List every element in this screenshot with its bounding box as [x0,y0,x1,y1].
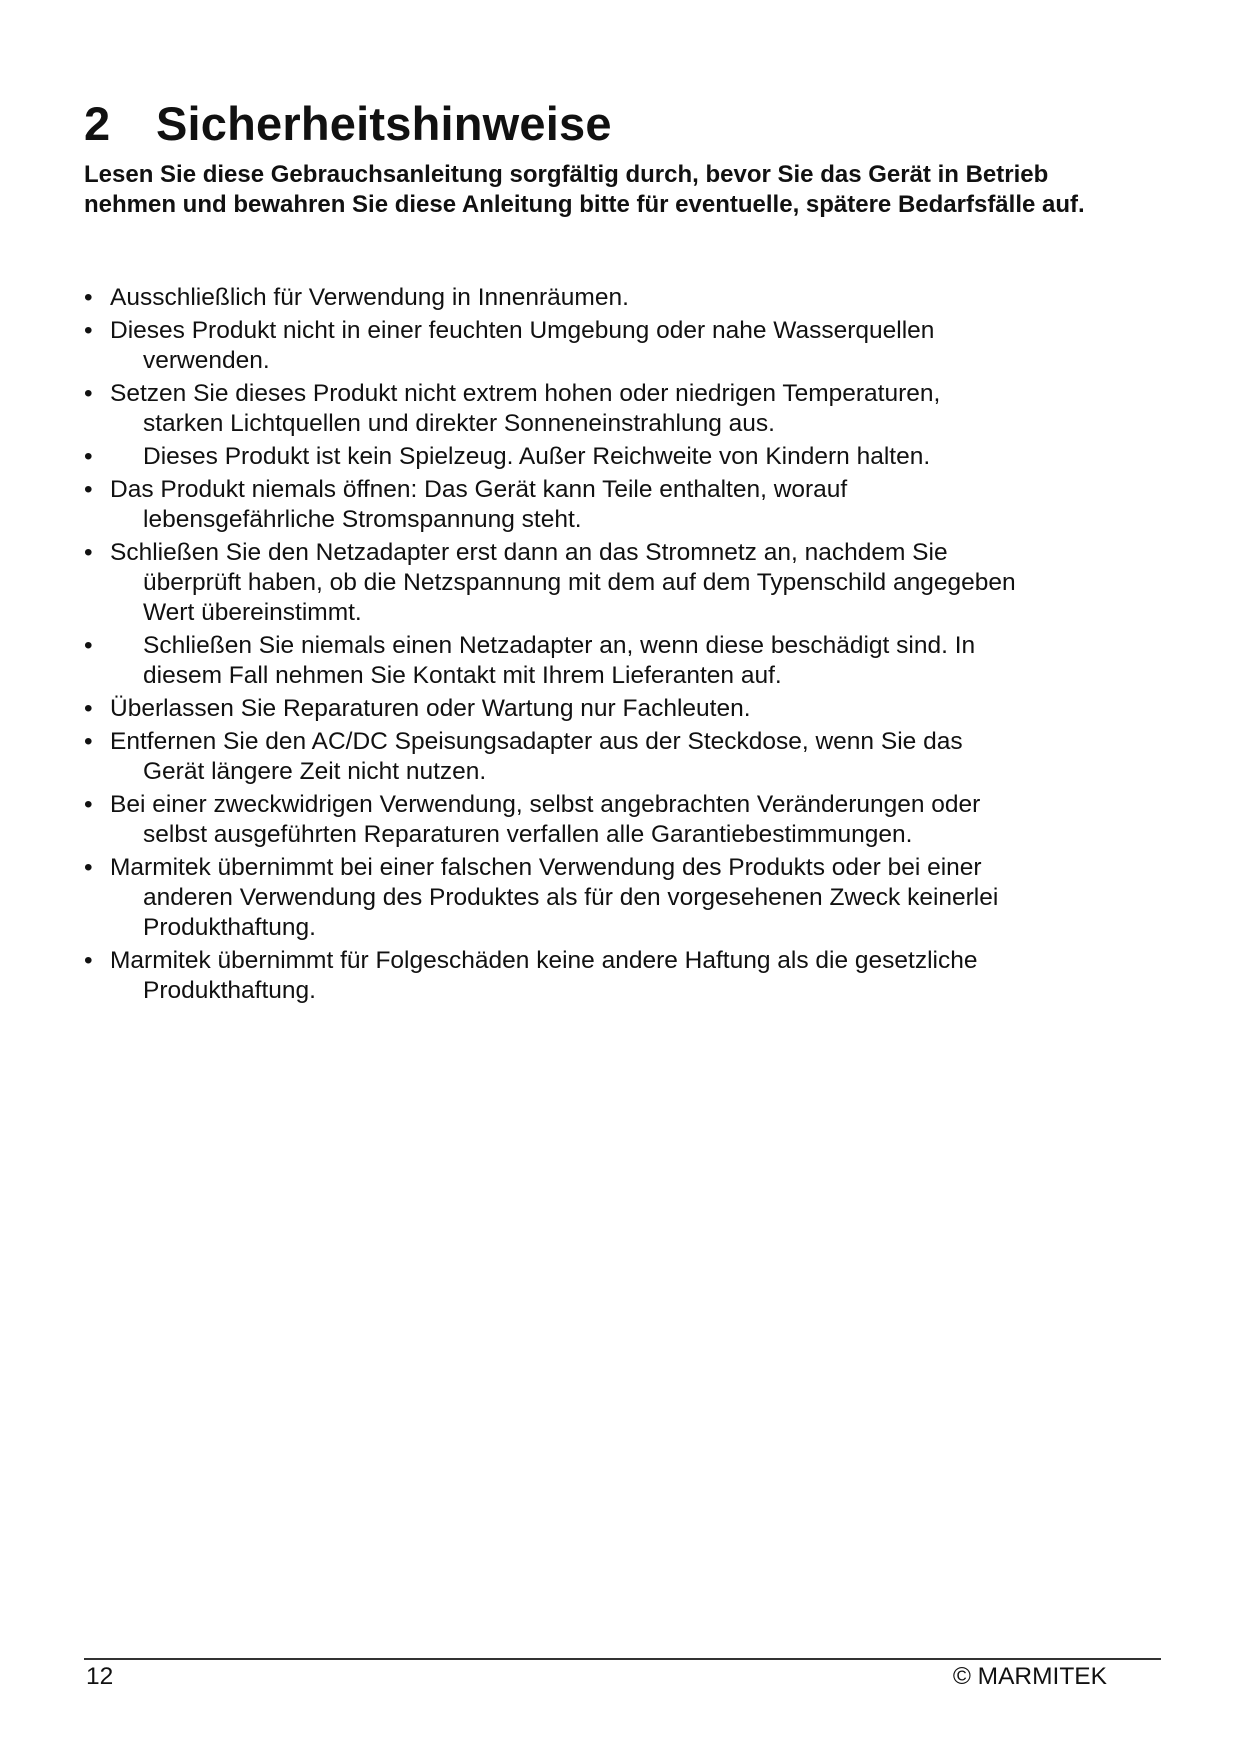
list-item [84,694,1134,724]
bullet-icon: • [84,632,93,659]
list-item-line: lebensgefährliche Stromspannung steht. [143,506,582,533]
list-item-line: Entfernen Sie den AC/DC Speisungsadapter aus der Steckdose, wenn Sie das [110,728,963,755]
list-item-line: Wert übereinstimmt. [143,599,362,626]
list-item [84,283,1134,313]
list-item-line: diesem Fall nehmen Sie Kontakt mit Ihrem Lieferanten auf. [143,662,782,689]
section-number: 2 [84,97,111,150]
bullet-icon: • [84,947,93,974]
list-item [84,316,1134,376]
safety-list [84,283,1134,1009]
list-item-line: anderen Verwendung des Produktes als für den vorgesehenen Zweck keinerlei [143,884,999,911]
list-item-line: Marmitek übernimmt bei einer falschen Verwendung des Produkts oder bei einer [110,854,982,881]
list-item-line: Ausschließlich für Verwendung in Innenräumen. [110,284,629,311]
list-item-line: Dieses Produkt nicht in einer feuchten Umgebung oder nahe Wasserquellen [110,317,935,344]
section-heading [84,96,612,152]
list-item [84,727,1134,787]
list-item [84,790,1134,850]
bullet-icon: • [84,284,93,311]
bullet-icon: • [84,791,93,818]
list-item [84,379,1134,439]
list-item [84,538,1134,628]
list-item-line: starken Lichtquellen und direkter Sonneneinstrahlung aus. [143,410,775,437]
bullet-icon: • [84,539,93,566]
list-item-line: Überlassen Sie Reparaturen oder Wartung nur Fachleuten. [110,695,751,722]
list-item-line: Schließen Sie niemals einen Netzadapter an, wenn diese beschädigt sind. In [143,632,976,659]
list-item-line: Setzen Sie dieses Produkt nicht extrem hohen oder niedrigen Temperaturen, [110,380,941,407]
bullet-icon: • [84,443,93,470]
bullet-icon: • [84,695,93,722]
list-item-line: Dieses Produkt ist kein Spielzeug. Außer Reichweite von Kindern halten. [143,443,931,470]
list-item [84,853,1134,943]
list-item [84,631,1134,691]
list-item-line: überprüft haben, ob die Netzspannung mit dem auf dem Typenschild angegeben [143,569,1016,596]
bullet-icon: • [84,728,93,755]
list-item [84,442,1134,472]
bullet-icon: • [84,317,93,344]
bullet-icon: • [84,380,93,407]
bullet-icon: • [84,854,93,881]
copyright-notice: © MARMITEK [952,1663,1107,1690]
intro-paragraph: Lesen Sie diese Gebrauchsanleitung sorgfältig durch, bevor Sie das Gerät in Betrieb nehmen und bewahren Sie diese Anleitung bitte für eventuelle, spätere Bedarfsfälle auf. [84,161,1085,218]
list-item-line: verwenden. [143,347,270,374]
bullet-icon: • [84,476,93,503]
list-item-line: Gerät längere Zeit nicht nutzen. [143,758,487,785]
list-item-line: Schließen Sie den Netzadapter erst dann an das Stromnetz an, nachdem Sie [110,539,948,566]
list-item-line: Produkthaftung. [143,977,316,1004]
list-item [84,475,1134,535]
footer-divider [84,1658,1161,1660]
list-item-line: Marmitek übernimmt für Folgeschäden keine andere Haftung als die gesetzliche [110,947,978,974]
list-item-line: Bei einer zweckwidrigen Verwendung, selbst angebrachten Veränderungen oder [110,791,981,818]
list-item-line: selbst ausgeführten Reparaturen verfallen alle Garantiebestimmungen. [143,821,913,848]
page-number: 12 [86,1663,114,1690]
list-item [84,946,1134,1006]
list-item-line: Das Produkt niemals öffnen: Das Gerät kann Teile enthalten, worauf [110,476,848,503]
list-item-line: Produkthaftung. [143,914,316,941]
section-title: Sicherheitshinweise [156,97,612,150]
